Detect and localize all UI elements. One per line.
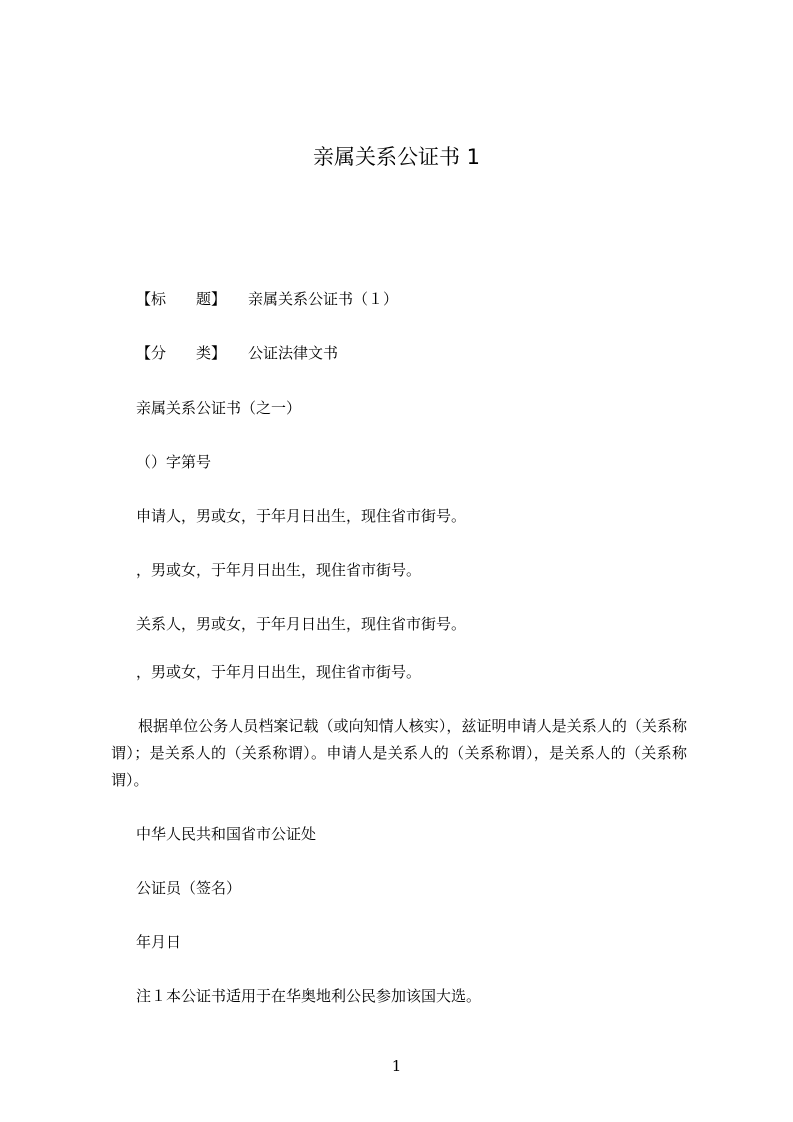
meta-value-title: 亲属关系公证书（１） (248, 290, 399, 308)
meta-row-category (136, 340, 338, 367)
party-line-applicant: 申请人，男或女，于年月日出生，现住省市街号。 (136, 507, 467, 525)
document-number: （）字第号 (136, 453, 212, 471)
document-title: 亲属关系公证书 1 (312, 145, 481, 169)
party-line-related: 关系人，男或女，于年月日出生，现住省市街号。 (136, 615, 467, 633)
document-subtitle: 亲属关系公证书（之一） (136, 399, 302, 417)
meta-row-title (136, 286, 398, 313)
meta-key-title: 【标 题】 (136, 290, 227, 308)
party-line-applicant-2: ，男或女，于年月日出生，现住省市街号。 (136, 561, 422, 579)
body-paragraph: 根据单位公务人员档案记载（或向知情人核实），兹证明申请人是关系人的（关系称谓）；是关系人的（关系称谓）。申请人是关系人的（关系称谓），是关系人的（关系称谓）。 (111, 717, 687, 789)
meta-key-category: 【分 类】 (136, 344, 227, 362)
footnote: 注１本公证书适用于在华奥地利公民参加该国大选。 (136, 987, 482, 1005)
issue-date: 年月日 (136, 933, 182, 951)
party-line-related-2: ，男或女，于年月日出生，现住省市街号。 (136, 663, 422, 681)
notary-signature: 公证员（签名） (136, 879, 242, 897)
page-number: 1 (391, 1057, 402, 1075)
meta-value-category: 公证法律文书 (248, 344, 339, 362)
issuer-office: 中华人民共和国省市公证处 (136, 825, 317, 843)
